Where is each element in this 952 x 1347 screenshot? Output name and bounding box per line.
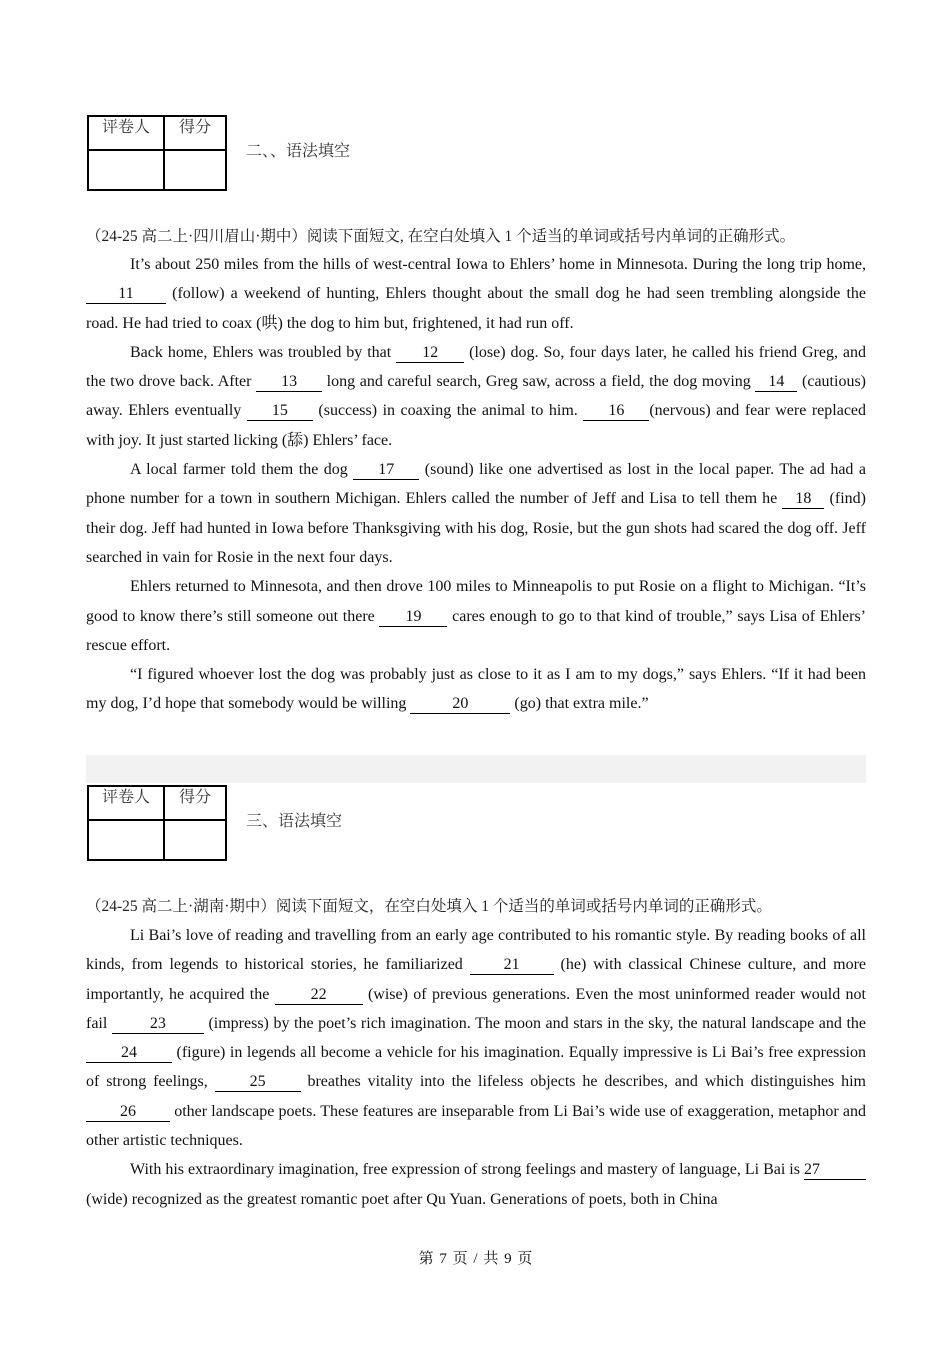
passage-text: (nervous) and fear were replaced with joy. It just started licking (舔) Ehlers’ face. [86,402,867,449]
grader-header: 评卷人 [88,116,164,150]
passage-text: breathes vitality into the lifeless objects he describes, and which distinguishes him [300,1073,867,1091]
score-cell[interactable] [164,150,226,190]
paragraph [86,660,866,719]
section2-passage [86,250,866,719]
section3-title: 三、语法填空 [246,813,343,830]
passage-text: Li Bai’s love of reading and travelling from an early age contributed to his romantic style. By reading books of all kinds, from legends to historical stories, he familiarized [86,927,866,974]
passage-text: It’s about 250 miles from the hills of west-central Iowa to Ehlers’ home in Minnesota. During the long trip home, [130,256,866,273]
section2-source: （24-25 高二上·四川眉山·期中）阅读下面短文, 在空白处填入 1 个适当的单词或括号内单词的正确形式。 [86,228,796,245]
passage-text: (figure) in legends all become a vehicle for his imagination. Equally impressive is Li Bai’s free expression of strong feelings, [86,1044,866,1091]
blank-16[interactable]: 16 [583,402,649,421]
blank-23[interactable]: 23 [112,1015,204,1034]
blank-27[interactable]: 27 [804,1161,866,1180]
score-header: 得分 [164,116,226,150]
passage-text: (wise) of previous generations. Even the most uninformed reader would not fail [86,985,867,1032]
blank-25[interactable]: 25 [215,1073,301,1092]
blank-14[interactable]: 14 [755,373,797,392]
passage-text: (cautious) away. Ehlers eventually [86,373,867,420]
blank-17[interactable]: 17 [353,461,419,480]
paragraph [86,338,866,455]
section3-source: （24-25 高二上·湖南·期中）阅读下面短文，在空白处填入 1 个适当的单词或括号内单词的正确形式。 [86,898,772,915]
grader-cell[interactable] [88,820,164,860]
passage-text: (he) with classical Chinese culture, and more importantly, he acquired the [86,956,867,1003]
passage-text: (follow) a weekend of hunting, Ehlers thought about the small dog he had seen trembling alongside the road. He had tried to coax (哄) the dog to him but, frightened, it had run off. [86,285,866,332]
passage-text: (wide) recognized as the greatest romantic poet after Qu Yuan. Generations of poets, both in China [86,1190,718,1208]
passage-text: With his extraordinary imagination, free expression of strong feelings and mastery of language, Li Bai is [130,1161,804,1179]
passage-text: Ehlers returned to Minnesota, and then drove 100 miles to Minneapolis to put Rosie on a flight to Michigan. “It’s good to know there’s still someone out there [86,578,866,625]
grader-header: 评卷人 [88,786,164,820]
paragraph [86,455,866,572]
grader-cell[interactable] [88,150,164,190]
passage-text: (lose) dog. So, four days later, he called his friend Greg, and the two drove back. After [86,343,866,391]
passage-text: “I figured whoever lost the dog was probably just as close to it as I am to my dogs,” says Ehlers. “If it had been my dog, I’d hope that somebody would be willing [86,666,866,713]
passage-text: (sound) like one advertised as lost in the local paper. The ad had a phone number for a town in southern Michigan. Ehlers called the number of Jeff and Lisa to tell them he [86,461,867,508]
paragraph [86,921,866,1155]
score-cell[interactable] [164,820,226,860]
blank-11[interactable]: 11 [86,285,166,304]
paragraph [86,250,866,338]
blank-22[interactable]: 22 [275,986,363,1005]
blank-20[interactable]: 20 [410,695,510,714]
paragraph [86,572,866,660]
passage-text: A local farmer told them the dog [130,461,354,479]
passage-text: cares enough to go to that kind of trouble,” says Lisa of Ehlers’ rescue effort. [86,607,867,654]
passage-text: (success) in coaxing the animal to him. [312,402,584,420]
passage-text: (go) that extra mile.” [510,695,649,713]
passage-text: (impress) by the poet’s rich imagination. The moon and stars in the sky, the natural landscape and the [203,1014,866,1032]
blank-24[interactable]: 24 [86,1044,172,1063]
passage-text: Back home, Ehlers was troubled by that [130,343,397,361]
passage-text: other landscape poets. These features are inseparable from Li Bai’s wide use of exaggeration, metaphor and other artistic techniques. [86,1102,866,1150]
blank-26[interactable]: 26 [86,1103,170,1122]
passage-text: long and careful search, Greg saw, across a field, the dog moving [322,373,756,391]
blank-18[interactable]: 18 [782,490,824,509]
blank-12[interactable]: 12 [396,344,464,363]
blank-19[interactable]: 19 [379,608,447,627]
section3-passage [86,921,866,1214]
blank-15[interactable]: 15 [247,402,313,421]
score-table-section2 [87,115,227,191]
score-header: 得分 [164,786,226,820]
blank-21[interactable]: 21 [470,956,554,975]
page-footer: 第 7 页 / 共 9 页 [418,1251,534,1267]
passage-text: (find) their dog. Jeff had hunted in Iowa before Thanksgiving with his dog, Rosie, but the gun shots had scared the dog off. Jeff searched in vain for Rosie in the next four days. [86,490,866,566]
blank-13[interactable]: 13 [256,373,322,392]
paragraph [86,1155,866,1214]
score-table-section3 [87,785,227,861]
section2-title: 二、、语法填空 [246,143,351,160]
section-divider-band [86,755,866,783]
